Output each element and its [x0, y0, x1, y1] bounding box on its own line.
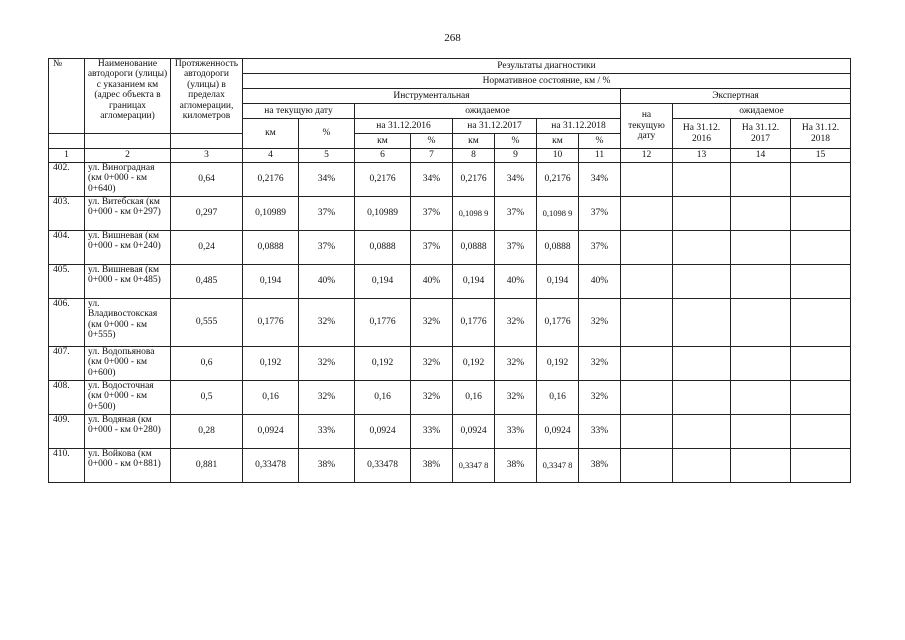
header-length: Протяженность автодороги (улицы) в пределах агломерации, километров	[171, 59, 243, 134]
table-row	[49, 381, 851, 415]
header-pct-2018: %	[579, 134, 621, 149]
table-row	[49, 265, 851, 299]
km-2016: 0,0924	[355, 415, 411, 449]
pct-2018: 37%	[579, 197, 621, 231]
pct-2016: 34%	[411, 163, 453, 197]
pct-2017: 37%	[495, 197, 537, 231]
km-2017: 0,192	[453, 347, 495, 381]
expert-cell	[791, 197, 851, 231]
expert-cell	[731, 197, 791, 231]
km-current: 0,192	[243, 347, 299, 381]
column-number: 9	[495, 149, 537, 163]
pct-2017: 40%	[495, 265, 537, 299]
expert-cell	[673, 299, 731, 347]
column-number: 14	[731, 149, 791, 163]
pct-current: 32%	[299, 299, 355, 347]
row-number: 408.	[49, 381, 85, 415]
expert-cell	[673, 163, 731, 197]
km-2016: 0,33478	[355, 449, 411, 483]
expert-cell	[673, 265, 731, 299]
header-expert-2018: На 31.12. 2018	[791, 119, 851, 149]
pct-current: 40%	[299, 265, 355, 299]
road-length: 0,28	[171, 415, 243, 449]
expert-cell	[621, 163, 673, 197]
table-row	[49, 449, 851, 483]
pct-2018: 37%	[579, 231, 621, 265]
expert-cell	[731, 163, 791, 197]
column-number-row	[49, 149, 851, 163]
expert-cell	[621, 197, 673, 231]
expert-cell	[791, 347, 851, 381]
expert-cell	[673, 197, 731, 231]
header-pct-now: %	[299, 119, 355, 149]
row-number: 410.	[49, 449, 85, 483]
expert-cell	[621, 231, 673, 265]
header-road-name: Наименование автодороги (улицы) с указанием км (адрес объекта в границах агломерации)	[85, 59, 171, 134]
header-km-2017: км	[453, 134, 495, 149]
pct-current: 32%	[299, 381, 355, 415]
road-length: 0,6	[171, 347, 243, 381]
pct-2018: 32%	[579, 381, 621, 415]
expert-cell	[731, 231, 791, 265]
km-2017: 0,1776	[453, 299, 495, 347]
pct-2017: 37%	[495, 231, 537, 265]
km-2018: 0,3347 8	[537, 449, 579, 483]
header-km-2016: км	[355, 134, 411, 149]
pct-2018: 34%	[579, 163, 621, 197]
km-current: 0,0924	[243, 415, 299, 449]
km-current: 0,1776	[243, 299, 299, 347]
header-pct-2017: %	[495, 134, 537, 149]
pct-2017: 34%	[495, 163, 537, 197]
km-current: 0,10989	[243, 197, 299, 231]
km-2016: 0,16	[355, 381, 411, 415]
column-number: 2	[85, 149, 171, 163]
road-name: ул. Водяная (км 0+000 - км 0+280)	[85, 415, 171, 449]
page-number: 268	[444, 32, 461, 44]
pct-2016: 38%	[411, 449, 453, 483]
table-row	[49, 231, 851, 265]
km-2016: 0,10989	[355, 197, 411, 231]
pct-2017: 32%	[495, 381, 537, 415]
pct-2016: 32%	[411, 347, 453, 381]
km-2017: 0,2176	[453, 163, 495, 197]
pct-2016: 37%	[411, 231, 453, 265]
expert-cell	[673, 415, 731, 449]
header-pct-2016: %	[411, 134, 453, 149]
expert-cell	[621, 347, 673, 381]
header-expert-2016: На 31.12. 2016	[673, 119, 731, 149]
expert-cell	[731, 347, 791, 381]
km-current: 0,16	[243, 381, 299, 415]
km-2018: 0,1098 9	[537, 197, 579, 231]
column-number: 8	[453, 149, 495, 163]
road-length: 0,24	[171, 231, 243, 265]
table-row	[49, 415, 851, 449]
table-row	[49, 299, 851, 347]
header-instrumental: Инструментальная	[243, 89, 621, 104]
row-number: 405.	[49, 265, 85, 299]
km-2017: 0,194	[453, 265, 495, 299]
km-2017: 0,0924	[453, 415, 495, 449]
header-km-now: км	[243, 119, 299, 149]
km-current: 0,194	[243, 265, 299, 299]
expert-cell	[791, 415, 851, 449]
column-number: 13	[673, 149, 731, 163]
header-2018: на 31.12.2018	[537, 119, 621, 134]
expert-cell	[621, 415, 673, 449]
expert-cell	[673, 231, 731, 265]
expert-cell	[791, 381, 851, 415]
road-name: ул. Владивостокская (км 0+000 - км 0+555)	[85, 299, 171, 347]
column-number: 12	[621, 149, 673, 163]
km-2018: 0,1776	[537, 299, 579, 347]
pct-2016: 33%	[411, 415, 453, 449]
header-2016: на 31.12.2016	[355, 119, 453, 134]
expert-cell	[673, 449, 731, 483]
row-number: 403.	[49, 197, 85, 231]
km-current: 0,2176	[243, 163, 299, 197]
pct-2016: 40%	[411, 265, 453, 299]
road-name: ул. Вишневая (км 0+000 - км 0+485)	[85, 265, 171, 299]
pct-2018: 33%	[579, 415, 621, 449]
expert-cell	[791, 299, 851, 347]
road-name: ул. Вишневая (км 0+000 - км 0+240)	[85, 231, 171, 265]
road-length: 0,881	[171, 449, 243, 483]
road-length: 0,5	[171, 381, 243, 415]
pct-2018: 32%	[579, 299, 621, 347]
column-number: 4	[243, 149, 299, 163]
pct-current: 32%	[299, 347, 355, 381]
pct-current: 34%	[299, 163, 355, 197]
road-name: ул. Водопьянова (км 0+000 - км 0+600)	[85, 347, 171, 381]
km-2016: 0,2176	[355, 163, 411, 197]
table-row	[49, 347, 851, 381]
road-name: ул. Войкова (км 0+000 - км 0+881)	[85, 449, 171, 483]
expert-cell	[621, 381, 673, 415]
km-2016: 0,192	[355, 347, 411, 381]
km-2018: 0,16	[537, 381, 579, 415]
km-current: 0,33478	[243, 449, 299, 483]
expert-cell	[791, 231, 851, 265]
row-number: 404.	[49, 231, 85, 265]
table-row	[49, 163, 851, 197]
header-results: Результаты диагностики	[243, 59, 851, 74]
header-normative: Нормативное состояние, км / %	[243, 74, 851, 89]
pct-2018: 32%	[579, 347, 621, 381]
km-2018: 0,2176	[537, 163, 579, 197]
pct-2017: 32%	[495, 347, 537, 381]
expert-cell	[791, 265, 851, 299]
pct-current: 37%	[299, 197, 355, 231]
pct-2018: 40%	[579, 265, 621, 299]
expert-cell	[673, 347, 731, 381]
km-2017: 0,1098 9	[453, 197, 495, 231]
km-2016: 0,1776	[355, 299, 411, 347]
expert-cell	[731, 265, 791, 299]
km-2016: 0,194	[355, 265, 411, 299]
row-number: 409.	[49, 415, 85, 449]
column-number: 7	[411, 149, 453, 163]
road-name: ул. Витебская (км 0+000 - км 0+297)	[85, 197, 171, 231]
km-2017: 0,0888	[453, 231, 495, 265]
column-number: 10	[537, 149, 579, 163]
header-expert-2017: На 31.12. 2017	[731, 119, 791, 149]
column-number: 5	[299, 149, 355, 163]
km-2018: 0,0888	[537, 231, 579, 265]
row-number: 407.	[49, 347, 85, 381]
column-number: 3	[171, 149, 243, 163]
road-name: ул. Водосточная (км 0+000 - км 0+500)	[85, 381, 171, 415]
expert-cell	[791, 449, 851, 483]
expert-cell	[621, 265, 673, 299]
header-expert-current: на текущую дату	[621, 104, 673, 149]
pct-2017: 38%	[495, 449, 537, 483]
km-2018: 0,194	[537, 265, 579, 299]
column-number: 11	[579, 149, 621, 163]
pct-2018: 38%	[579, 449, 621, 483]
pct-current: 38%	[299, 449, 355, 483]
header-expert-expected: ожидаемое	[673, 104, 851, 119]
header-no: №	[49, 59, 85, 134]
km-2018: 0,0924	[537, 415, 579, 449]
pct-2016: 37%	[411, 197, 453, 231]
road-length: 0,64	[171, 163, 243, 197]
expert-cell	[621, 299, 673, 347]
pct-current: 37%	[299, 231, 355, 265]
km-2017: 0,16	[453, 381, 495, 415]
expert-cell	[673, 381, 731, 415]
km-2017: 0,3347 8	[453, 449, 495, 483]
pct-2016: 32%	[411, 381, 453, 415]
expert-cell	[731, 449, 791, 483]
table-row	[49, 197, 851, 231]
expert-cell	[791, 163, 851, 197]
header-expected: ожидаемое	[355, 104, 621, 119]
header-km-2018: км	[537, 134, 579, 149]
header-expert: Экспертная	[621, 89, 851, 104]
expert-cell	[731, 381, 791, 415]
road-name: ул. Виноградная (км 0+000 - км 0+640)	[85, 163, 171, 197]
expert-cell	[731, 415, 791, 449]
km-current: 0,0888	[243, 231, 299, 265]
road-length: 0,555	[171, 299, 243, 347]
road-length: 0,485	[171, 265, 243, 299]
km-2016: 0,0888	[355, 231, 411, 265]
km-2018: 0,192	[537, 347, 579, 381]
header-2017: на 31.12.2017	[453, 119, 537, 134]
column-number: 1	[49, 149, 85, 163]
row-number: 406.	[49, 299, 85, 347]
expert-cell	[621, 449, 673, 483]
pct-2017: 33%	[495, 415, 537, 449]
pct-2016: 32%	[411, 299, 453, 347]
column-number: 15	[791, 149, 851, 163]
row-number: 402.	[49, 163, 85, 197]
pct-2017: 32%	[495, 299, 537, 347]
diagnostics-table	[48, 58, 851, 483]
road-length: 0,297	[171, 197, 243, 231]
header-current-date: на текущую дату	[243, 104, 355, 119]
pct-current: 33%	[299, 415, 355, 449]
expert-cell	[731, 299, 791, 347]
column-number: 6	[355, 149, 411, 163]
